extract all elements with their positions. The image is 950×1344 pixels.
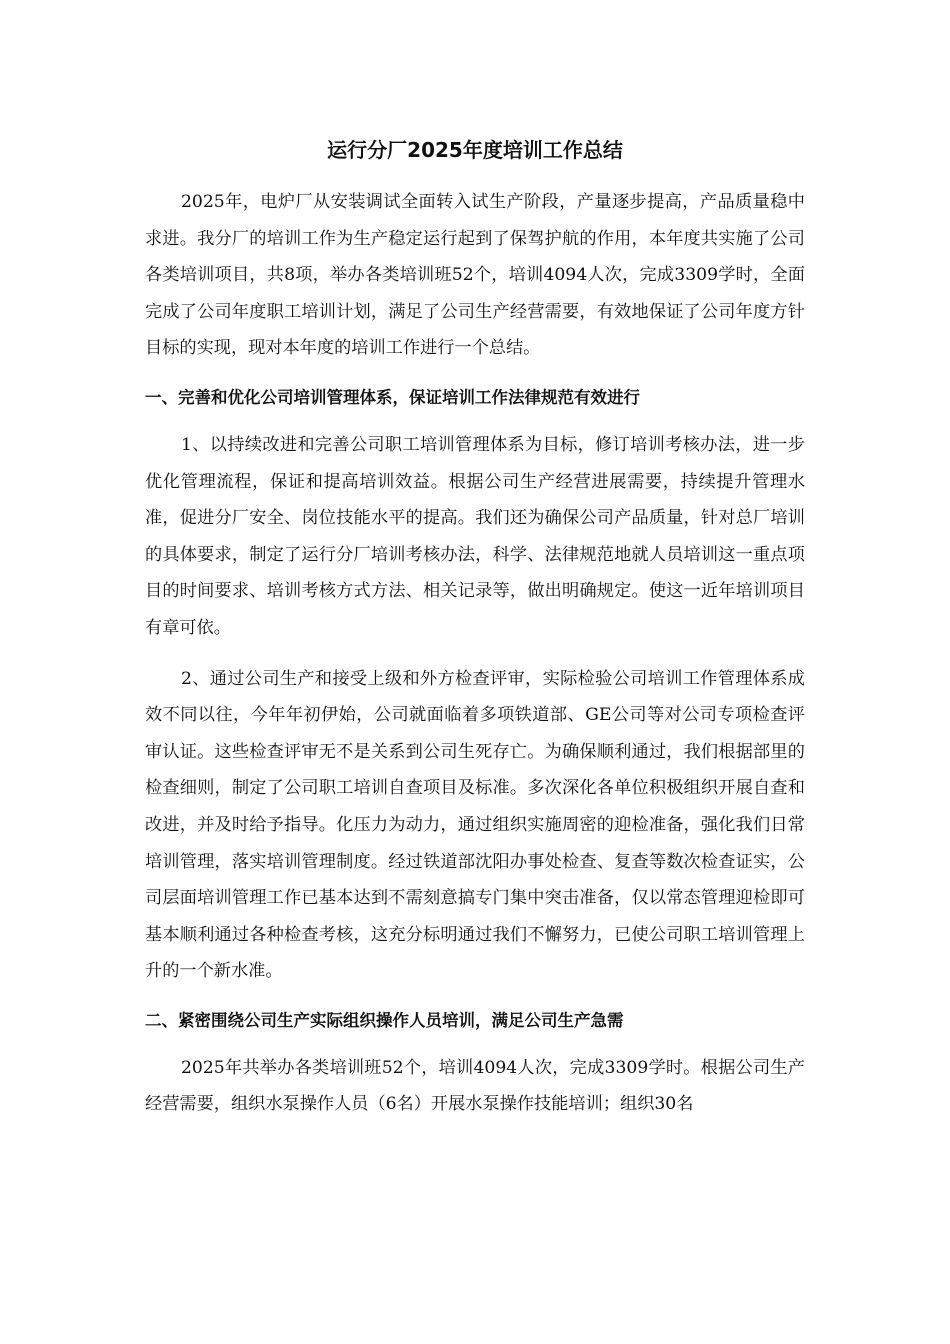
section-2-heading: 二、紧密围绕公司生产实际组织操作人员培训，满足公司生产急需 — [145, 1010, 624, 1030]
intro-paragraph: 2025年，电炉厂从安装调试全面转入试生产阶段，产量逐步提高，产品质量稳中求进。我分厂的培训工作为生产稳定运行起到了保驾护航的作用，本年度共实施了公司各类培训项目，共8项，举办各类培训班52个，培训4094人次，完成3309学时，全面完成了公司年度职工培训计划，满足了公司生产经营需要，有效地保证了公司年度方针目标的实现，现对本年度的培训工作进行一个总结。 — [145, 192, 805, 359]
document-body — [145, 130, 805, 1137]
section-1-heading: 一、完善和优化公司培训管理体系，保证培训工作法律规范有效进行 — [145, 387, 640, 407]
section-1-paragraph-1: 1、以持续改进和完善公司职工培训管理体系为目标，修订培训考核办法，进一步优化管理流程，保证和提高培训效益。根据公司生产经营进展需要，持续提升管理水准，促进分厂安全、岗位技能水平的提高。我们还为确保公司产品质量，针对总厂培训的具体要求，制定了运行分厂培训考核办法，科学、法律规范地就人员培训这一重点项目的时间要求、培训考核方式方法、相关记录等，做出明确规定。使这一近年培训项目有章可依。 — [145, 434, 805, 638]
document-title: 运行分厂2025年度培训工作总结 — [327, 138, 623, 162]
section-1-paragraph-2: 2、通过公司生产和接受上级和外方检查评审，实际检验公司培训工作管理体系成效不同以往，今年年初伊始，公司就面临着多项铁道部、GE公司等对公司专项检查评审认证。这些检查评审无不是关系到公司生死存亡。为确保顺利通过，我们根据部里的检查细则，制定了公司职工培训自查项目及标准。多次深化各单位积极组织开展自查和改进，并及时给予指导。化压力为动力，通过组织实施周密的迎检准备，强化我们日常培训管理，落实培训管理制度。经过铁道部沈阳办事处检查、复查等数次检查证实，公司层面培训管理工作已基本达到不需刻意搞专门集中突击准备，仅以常态管理迎检即可基本顺利通过各种检查考核，这充分标明通过我们不懈努力，已使公司职工培训管理上升的一个新水准。 — [145, 668, 805, 982]
section-2-paragraph-1: 2025年共举办各类培训班52个，培训4094人次，完成3309学时。根据公司生产经营需要，组织水泵操作人员（6名）开展水泵操作技能培训；组织30名 — [145, 1057, 805, 1115]
